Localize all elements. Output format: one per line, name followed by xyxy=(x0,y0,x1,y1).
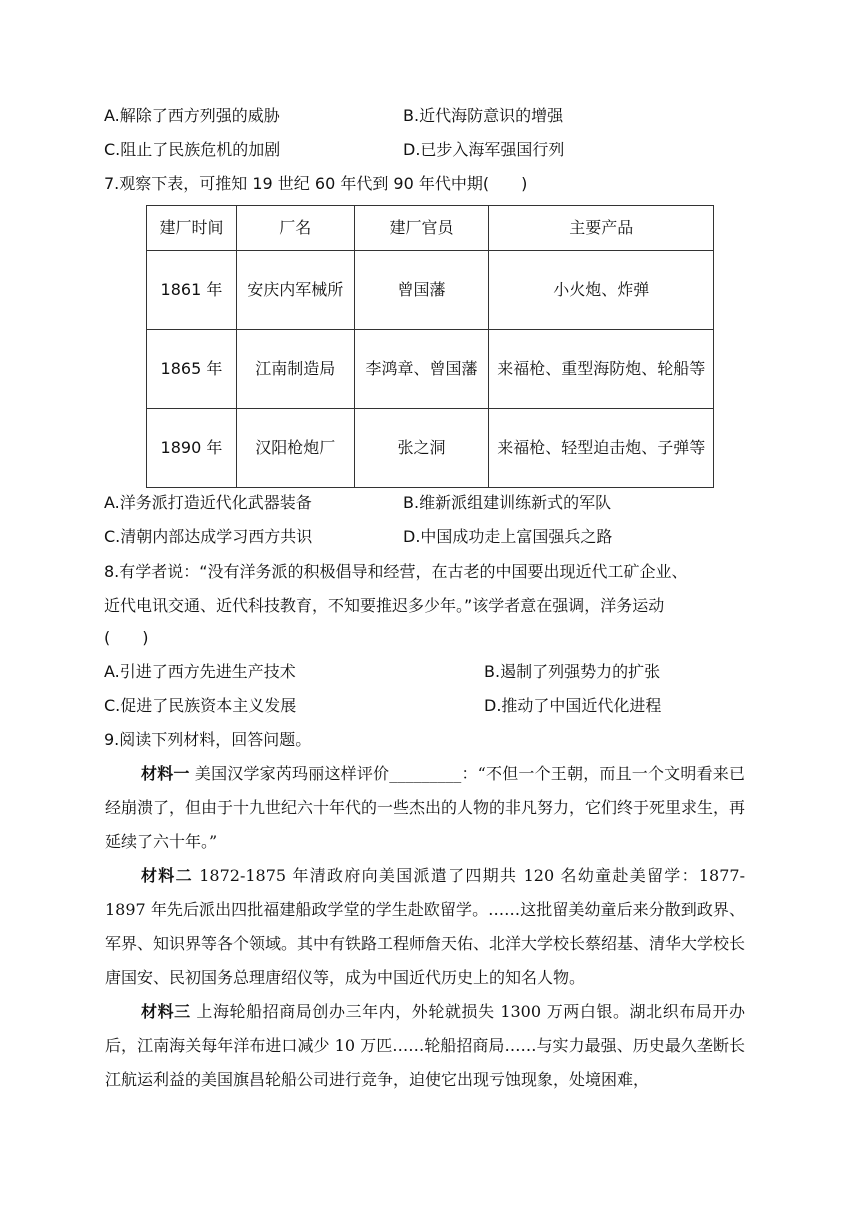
material-text: 1872-1875 年清政府向美国派遣了四期共 120 名幼童赴美留学：1877-1897 年先后派出四批福建船政学堂的学生赴欧留学。……这批留美幼童后来分散到政界、军界、知识界等各个领域。其中有铁路工程师詹天佑、北洋大学校长蔡绍基、清华大学校长唐国安、民初国务总理唐绍仪等，成为中国近代历史上的知名人物。 xyxy=(105,866,746,987)
q6-option-b: B.近代海防意识的增强 xyxy=(403,106,564,125)
material-label: 材料一 xyxy=(141,764,190,783)
table-cell: 安庆内军械所 xyxy=(236,251,354,330)
table-cell: 江南制造局 xyxy=(236,330,354,409)
table-cell: 曾国藩 xyxy=(354,251,489,330)
q9-material-3 xyxy=(105,995,745,1097)
table-row xyxy=(147,409,714,488)
q7-stem: 7.观察下表，可推知 19 世纪 60 年代到 90 年代中期( ) xyxy=(104,174,528,193)
table-row xyxy=(147,251,714,330)
table-header-cell: 厂名 xyxy=(236,206,354,251)
q8-answer-blank: ( ) xyxy=(104,628,149,647)
table-cell: 1861 年 xyxy=(147,251,237,330)
table-header-row xyxy=(147,206,714,251)
material-label: 材料二 xyxy=(141,866,193,885)
table-cell: 小火炮、炸弹 xyxy=(489,251,714,330)
table-header-cell: 建厂时间 xyxy=(147,206,237,251)
q6-option-a: A.解除了西方列强的威胁 xyxy=(104,106,280,125)
table-row xyxy=(147,330,714,409)
table-cell: 来福枪、轻型迫击炮、子弹等 xyxy=(489,409,714,488)
table-cell: 张之洞 xyxy=(354,409,489,488)
table-cell: 1890 年 xyxy=(147,409,237,488)
table-cell: 来福枪、重型海防炮、轮船等 xyxy=(489,330,714,409)
q9-material-1 xyxy=(105,757,745,859)
material-text: 上海轮船招商局创办三年内，外轮就损失 1300 万两白银。湖北织布局开办后，江南海关每年洋布进口减少 10 万匹……轮船招商局……与实力最强、历史最久垄断长江航运利益的美国旗昌轮船公司进行竞争，迫使它出现亏蚀现象，处境困难， xyxy=(105,1002,745,1089)
q7-factory-table xyxy=(146,205,714,488)
q9-material-2 xyxy=(105,859,745,995)
table-header-cell: 建厂官员 xyxy=(354,206,489,251)
q6-option-c: C.阻止了民族危机的加剧 xyxy=(104,140,281,159)
table-cell: 汉阳枪炮厂 xyxy=(236,409,354,488)
q7-option-c: C.清朝内部达成学习西方共识 xyxy=(104,527,313,546)
table-cell: 1865 年 xyxy=(147,330,237,409)
q8-option-a: A.引进了西方先进生产技术 xyxy=(104,662,296,681)
material-label: 材料三 xyxy=(141,1002,191,1021)
q8-stem-line-1: 8.有学者说：“没有洋务派的积极倡导和经营，在古老的中国要出现近代工矿企业、 xyxy=(104,562,688,581)
table-header-cell: 主要产品 xyxy=(489,206,714,251)
q9-stem: 9.阅读下列材料，回答问题。 xyxy=(104,730,312,749)
table-cell: 李鸿章、曾国藩 xyxy=(354,330,489,409)
q8-option-d: D.推动了中国近代化进程 xyxy=(484,696,662,715)
q7-option-b: B.维新派组建训练新式的军队 xyxy=(403,493,612,512)
q8-stem-line-2: 近代电讯交通、近代科技教育，不知要推迟多少年。”该学者意在强调，洋务运动 xyxy=(104,596,665,615)
q7-option-a: A.洋务派打造近代化武器装备 xyxy=(104,493,312,512)
q8-option-c: C.促进了民族资本主义发展 xyxy=(104,696,297,715)
q7-option-d: D.中国成功走上富国强兵之路 xyxy=(403,527,613,546)
material-text: 美国汉学家芮玛丽这样评价_________：“不但一个王朝，而且一个文明看来已经崩溃了，但由于十九世纪六十年代的一些杰出的人物的非凡努力，它们终于死里求生，再延续了六十年。” xyxy=(105,764,746,851)
q8-option-b: B.遏制了列强势力的扩张 xyxy=(484,662,661,681)
q6-option-d: D.已步入海军强国行列 xyxy=(403,140,565,159)
